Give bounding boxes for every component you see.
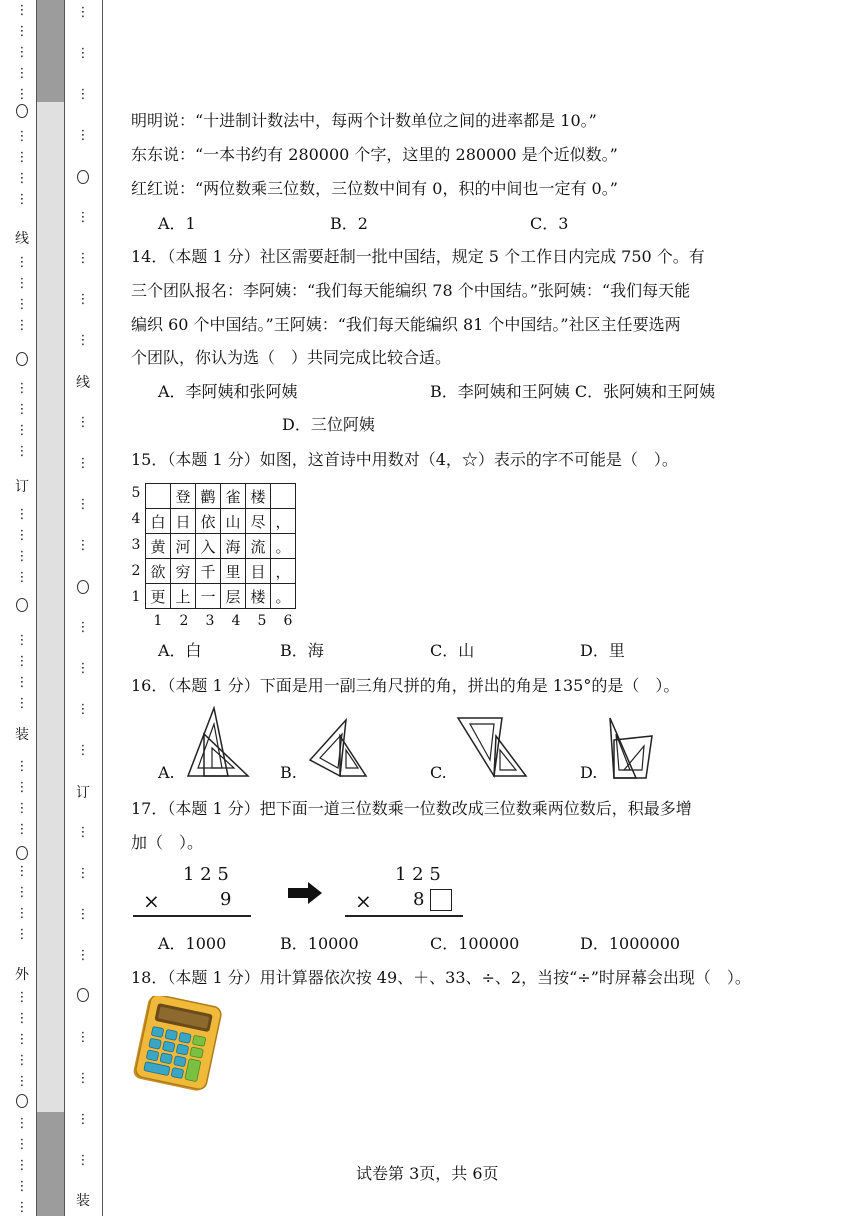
grid-row-label: 3 [131, 537, 141, 553]
grid-row-label: 4 [131, 511, 141, 527]
grid-col-label: 4 [231, 613, 241, 629]
binding-label: 外 [15, 967, 29, 983]
q17-blank-square [430, 889, 452, 911]
binding-dots: ⋮ [15, 423, 29, 438]
outer-binding-margin [8, 0, 36, 1216]
binding-dots: ⋮ [76, 661, 90, 676]
binding-hole-icon [77, 988, 89, 1002]
poem-cell [146, 484, 171, 509]
poem-cell: 穷 [171, 559, 196, 584]
binding-hole-icon [77, 580, 89, 594]
calculator-icon [128, 996, 228, 1092]
binding-label: 订 [15, 479, 29, 495]
binding-dots: ⋮ [15, 1116, 29, 1131]
q15-option-a[interactable]: A．白 [158, 641, 202, 660]
poem-cell: ， [271, 559, 296, 584]
binding-label: 线 [76, 375, 90, 391]
poem-cell: 尽 [246, 509, 271, 534]
poem-cell: 楼 [246, 584, 271, 609]
q17-left-times: × [143, 889, 160, 913]
binding-label: 线 [15, 231, 29, 247]
binding-label: 装 [76, 1193, 90, 1209]
q15-stem: 15．（本题 1 分）如图，这首诗中用数对（4，☆）表示的字不可能是（ ）。 [131, 450, 678, 469]
statement-dongdong: 东东说：“一本书约有 280000 个字，这里的 280000 是个近似数。” [131, 145, 618, 164]
q17-left-multiplier: 9 [220, 889, 232, 910]
binding-dots: ⋮ [76, 128, 90, 143]
binding-hole-icon [16, 1094, 28, 1108]
q13-option-c[interactable]: C．3 [530, 214, 569, 233]
binding-dots: ⋮ [76, 87, 90, 102]
q14-stem-line4: 个团队，你认为选（ ）共同完成比较合适。 [131, 348, 452, 367]
binding-dots: ⋮ [15, 759, 29, 774]
binding-dots: ⋮ [15, 885, 29, 900]
binding-hole-icon [16, 352, 28, 366]
binding-dots: ⋮ [15, 318, 29, 333]
binding-dots: ⋮ [76, 620, 90, 635]
binding-dots: ⋮ [15, 381, 29, 396]
q15-option-b[interactable]: B．海 [280, 641, 324, 660]
binding-dots: ⋮ [15, 1137, 29, 1152]
binding-dots: ⋮ [15, 507, 29, 522]
q13-option-a[interactable]: A．1 [158, 214, 196, 233]
q16-figure-d [606, 716, 658, 780]
poem-cell: 一 [196, 584, 221, 609]
binding-dots: ⋮ [76, 292, 90, 307]
q16-figure-b [306, 716, 370, 780]
binding-dots: ⋮ [76, 825, 90, 840]
q16-figure-c [456, 714, 530, 780]
binding-hole-icon [77, 170, 89, 184]
q16-option-c[interactable]: C. [430, 763, 447, 782]
poem-cell: 日 [171, 509, 196, 534]
q17-option-c[interactable]: C．100000 [430, 934, 520, 953]
grid-row-label: 2 [131, 563, 141, 579]
q16-stem: 16．（本题 1 分）下面是用一副三角尺拼的角，拼出的角是 135°的是（ ）。 [131, 676, 680, 695]
binding-hole-icon [16, 104, 28, 118]
binding-dots: ⋮ [15, 633, 29, 648]
poem-cell: 。 [271, 584, 296, 609]
grid-row-label: 1 [131, 589, 141, 605]
binding-dots: ⋮ [15, 276, 29, 291]
right-arrow-icon [288, 882, 324, 904]
poem-cell: 上 [171, 584, 196, 609]
q17-option-d[interactable]: D．1000000 [580, 934, 681, 953]
binding-band-bottom [36, 1112, 64, 1216]
q14-stem-line2: 三个团队报名：李阿姨：“我们每天能编织 78 个中国结。”张阿姨：“我们每天能 [131, 281, 691, 300]
binding-dots: ⋮ [76, 1112, 90, 1127]
q17-right-multiplier: 8 [413, 889, 425, 910]
q17-stem-line2: 加（ ）。 [131, 833, 204, 852]
poem-cell: ， [271, 509, 296, 534]
binding-dots: ⋮ [15, 528, 29, 543]
q17-option-a[interactable]: A．1000 [158, 934, 227, 953]
grid-col-label: 3 [205, 613, 215, 629]
binding-dots: ⋮ [76, 538, 90, 553]
binding-dots: ⋮ [76, 702, 90, 717]
q17-left-rule [133, 915, 251, 917]
binding-label: 订 [76, 785, 90, 801]
page-footer: 试卷第 3页，共 6页 [356, 1164, 499, 1183]
poem-cell: 千 [196, 559, 221, 584]
poem-cell: 山 [221, 509, 246, 534]
q14-stem-line3: 编织 60 个中国结。”王阿姨：“我们每天能编织 81 个中国结。”社区主任要选两 [131, 315, 681, 334]
poem-cell: 雀 [221, 484, 246, 509]
poem-cell: 白 [146, 509, 171, 534]
poem-cell: 楼 [246, 484, 271, 509]
binding-dots: ⋮ [15, 696, 29, 711]
q18-stem: 18．（本题 1 分）用计算器依次按 49、＋、33、÷、2，当按“÷”时屏幕会出现（ ）。 [131, 968, 751, 987]
binding-dots: ⋮ [15, 864, 29, 879]
q14-option-bc[interactable]: B．李阿姨和王阿姨 C．张阿姨和王阿姨 [430, 382, 716, 401]
binding-dots: ⋮ [15, 801, 29, 816]
binding-dots: ⋮ [76, 743, 90, 758]
binding-dots: ⋮ [76, 866, 90, 881]
binding-dots: ⋮ [15, 192, 29, 207]
q14-stem-line1: 14．（本题 1 分）社区需要赶制一批中国结，规定 5 个工作日内完成 750 个。有 [131, 247, 705, 266]
grid-col-label: 6 [283, 613, 293, 629]
binding-dots: ⋮ [15, 444, 29, 459]
grid-col-label: 1 [153, 613, 163, 629]
q15-poem-grid [129, 481, 309, 631]
poem-cell: 里 [221, 559, 246, 584]
statement-mingming: 明明说：“十进制计数法中，每两个计数单位之间的进率都是 10。” [131, 111, 597, 130]
binding-label: 装 [15, 727, 29, 743]
binding-dots: ⋮ [76, 1153, 90, 1168]
binding-dots: ⋮ [15, 675, 29, 690]
statement-honghong: 红红说：“两位数乘三位数，三位数中间有 0，积的中间也一定有 0。” [131, 179, 618, 198]
poem-cell: 欲 [146, 559, 171, 584]
poem-cell: 。 [271, 534, 296, 559]
binding-dots: ⋮ [15, 1200, 29, 1215]
binding-dots: ⋮ [76, 497, 90, 512]
poem-cell: 海 [221, 534, 246, 559]
poem-cell: 鹳 [196, 484, 221, 509]
binding-dots: ⋮ [15, 549, 29, 564]
binding-dots: ⋮ [15, 822, 29, 837]
q14-option-a[interactable]: A．李阿姨和张阿姨 [158, 382, 298, 401]
q16-figure-a [184, 706, 254, 780]
binding-band-top [36, 0, 64, 102]
binding-dots: ⋮ [76, 251, 90, 266]
q16-option-a[interactable]: A. [158, 763, 175, 782]
binding-dots: ⋮ [76, 210, 90, 225]
binding-dots: ⋮ [15, 297, 29, 312]
binding-dots: ⋮ [15, 1179, 29, 1194]
binding-dots: ⋮ [76, 948, 90, 963]
q15-option-c[interactable]: C．山 [430, 641, 475, 660]
binding-dots: ⋮ [15, 927, 29, 942]
binding-dots: ⋮ [76, 46, 90, 61]
binding-dots: ⋮ [15, 45, 29, 60]
binding-dots: ⋮ [15, 1032, 29, 1047]
binding-dots: ⋮ [15, 1011, 29, 1026]
grid-col-label: 2 [179, 613, 189, 629]
poem-cell: 入 [196, 534, 221, 559]
binding-dots: ⋮ [76, 907, 90, 922]
inner-binding-margin [64, 0, 102, 1216]
q13-option-b[interactable]: B．2 [330, 214, 368, 233]
binding-dots: ⋮ [15, 3, 29, 18]
binding-dots: ⋮ [76, 1071, 90, 1086]
binding-dots: ⋮ [15, 780, 29, 795]
q17-option-b[interactable]: B．10000 [280, 934, 359, 953]
binding-hole-icon [16, 846, 28, 860]
binding-dots: ⋮ [15, 255, 29, 270]
binding-dots: ⋮ [76, 5, 90, 20]
q16-option-b[interactable]: B. [280, 763, 297, 782]
q17-right-rule [345, 915, 463, 917]
binding-dots: ⋮ [15, 150, 29, 165]
poem-cell: 流 [246, 534, 271, 559]
grid-row-label: 5 [131, 485, 141, 501]
binding-dots: ⋮ [15, 654, 29, 669]
binding-dots: ⋮ [76, 415, 90, 430]
q17-left-multiplicand: 1 2 5 [183, 864, 229, 885]
poem-cell: 目 [246, 559, 271, 584]
poem-cell: 依 [196, 509, 221, 534]
q17-stem-line1: 17．（本题 1 分）把下面一道三位数乘一位数改成三位数乘两位数后，积最多增 [131, 799, 692, 818]
binding-dots: ⋮ [15, 24, 29, 39]
poem-cell: 登 [171, 484, 196, 509]
binding-dots: ⋮ [15, 906, 29, 921]
binding-dots: ⋮ [15, 1158, 29, 1173]
binding-dots: ⋮ [15, 570, 29, 585]
q16-option-d[interactable]: D. [580, 763, 598, 782]
poem-cell [271, 484, 296, 509]
binding-dots: ⋮ [76, 1030, 90, 1045]
q17-right-multiplicand: 1 2 5 [395, 864, 441, 885]
grid-col-label: 5 [257, 613, 267, 629]
binding-dots: ⋮ [15, 171, 29, 186]
q14-option-d[interactable]: D．三位阿姨 [282, 415, 375, 434]
binding-dots: ⋮ [15, 402, 29, 417]
binding-gray-band [36, 0, 64, 1216]
binding-dots: ⋮ [15, 990, 29, 1005]
poem-cell: 更 [146, 584, 171, 609]
binding-dots: ⋮ [15, 66, 29, 81]
q15-option-d[interactable]: D．里 [580, 641, 625, 660]
poem-cell: 黄 [146, 534, 171, 559]
poem-cell: 河 [171, 534, 196, 559]
binding-dots: ⋮ [15, 1053, 29, 1068]
binding-dots: ⋮ [15, 129, 29, 144]
binding-dots: ⋮ [76, 456, 90, 471]
q17-right-times: × [355, 889, 372, 913]
binding-hole-icon [16, 598, 28, 612]
binding-dots: ⋮ [15, 87, 29, 102]
poem-cell: 层 [221, 584, 246, 609]
binding-dots: ⋮ [76, 333, 90, 348]
binding-dots: ⋮ [15, 1074, 29, 1089]
